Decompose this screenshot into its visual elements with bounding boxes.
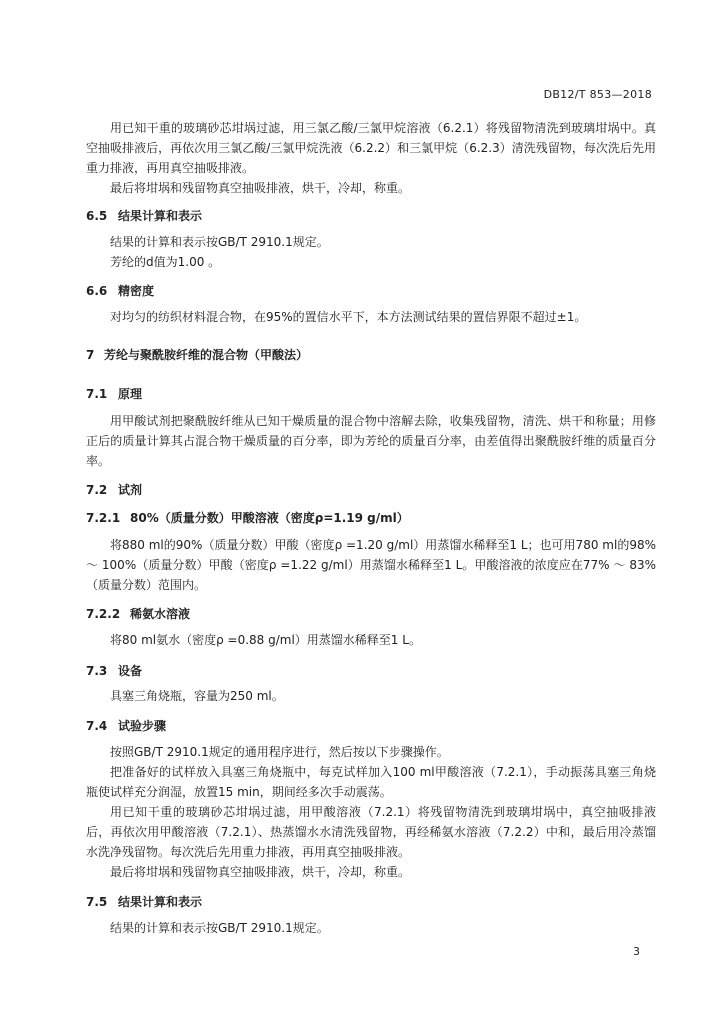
chapter-heading-7 — [86, 346, 308, 363]
paragraph: 芳纶的d值为1.00 。 — [110, 255, 221, 269]
section-number: 7.2.1 — [86, 511, 121, 525]
section-heading-6-6 — [86, 282, 154, 299]
paragraph: 结果的计算和表示按GB/T 2910.1规定。 — [110, 235, 329, 249]
paragraph: 将880 ml的90%（质量分数）甲酸（密度ρ =1.20 g/ml）用蒸馏水稀释至1 L；也可用780 ml的98% ～ 100%（质量分数）甲酸（密度ρ =1.22 g/ml）用蒸馏水稀释至1 L。甲酸溶液的浓度应在77% ～ 83%（质量分数）范围内。 — [86, 538, 656, 592]
section-title: 原理 — [118, 387, 143, 401]
section-heading-7-5 — [86, 893, 202, 910]
section-heading-7-2-2 — [86, 605, 190, 622]
paragraph: 把准备好的试样放入具塞三角烧瓶中，每克试样加入100 ml甲酸溶液（7.2.1），手动振荡具塞三角烧瓶使试样充分润湿，放置15 min，期间经多次手动震荡。 — [86, 765, 656, 799]
chapter-title: 芳纶与聚酰胺纤维的混合物（甲酸法） — [104, 348, 309, 362]
section-6-5-body — [86, 232, 656, 272]
section-heading-7-4 — [86, 717, 166, 734]
section-7-5-body — [86, 918, 656, 938]
section-title: 稀氨水溶液 — [130, 607, 191, 621]
section-title: 80%（质量分数）甲酸溶液（密度ρ=1.19 g/ml） — [130, 511, 409, 525]
section-number: 6.5 — [86, 209, 108, 223]
page-number: 3 — [633, 945, 640, 958]
section-7-3-body — [86, 686, 656, 706]
section-number: 7.3 — [86, 664, 108, 678]
paragraph: 用已知干重的玻璃砂芯坩埚过滤，用甲酸溶液（7.2.1）将残留物清洗到玻璃坩埚中，真空抽吸排液后，再依次用甲酸溶液（7.2.1）、热蒸馏水水清洗残留物，再经稀氨水溶液（7.2.2）中和，最后用冷蒸馏水洗净残留物。每次洗后先用重力排液，再用真空抽吸排液。 — [86, 805, 656, 859]
paragraph: 按照GB/T 2910.1规定的通用程序进行，然后按以下步骤操作。 — [110, 745, 449, 759]
section-number: 7.2.2 — [86, 607, 121, 621]
section-7-2-1-body — [86, 535, 656, 595]
section-7-1-body — [86, 411, 656, 471]
standard-code: DB12/T 853—2018 — [543, 88, 652, 101]
section-title: 试验步骤 — [118, 719, 167, 733]
paragraph: 将80 ml氨水（密度ρ =0.88 g/ml）用蒸馏水稀释至1 L。 — [110, 633, 421, 647]
section-heading-7-1 — [86, 385, 142, 402]
paragraph: 用甲酸试剂把聚酰胺纤维从已知干燥质量的混合物中溶解去除，收集残留物，清洗、烘干和称量；用修正后的质量计算其占混合物干燥质量的百分率，即为芳纶的质量百分率，由差值得出聚酰胺纤维的质量百分率。 — [86, 414, 656, 468]
section-number: 7.5 — [86, 895, 108, 909]
section-6-6-body — [86, 307, 656, 327]
paragraph: 最后将坩埚和残留物真空抽吸排液，烘干，冷却，称重。 — [110, 865, 411, 879]
section-6-4-continuation — [86, 118, 656, 198]
paragraph: 结果的计算和表示按GB/T 2910.1规定。 — [110, 921, 329, 935]
paragraph: 对均匀的纺织材料混合物，在95%的置信水平下，本方法测试结果的置信界限不超过±1。 — [110, 310, 587, 324]
section-7-2-2-body — [86, 630, 656, 650]
paragraph: 最后将坩埚和残留物真空抽吸排液，烘干，冷却，称重。 — [110, 181, 411, 195]
section-title: 精密度 — [118, 284, 155, 298]
section-number: 7.2 — [86, 483, 108, 497]
section-title: 试剂 — [118, 483, 143, 497]
section-7-4-body — [86, 742, 656, 882]
section-title: 设备 — [118, 664, 143, 678]
paragraph: 用已知干重的玻璃砂芯坩埚过滤，用三氯乙酸/三氯甲烷溶液（6.2.1）将残留物清洗到玻璃坩埚中。真空抽吸排液后，再依次用三氯乙酸/三氯甲烷洗液（6.2.2）和三氯甲烷（6.2.3）清洗残留物，每次洗后先用重力排液，再用真空抽吸排液。 — [86, 121, 656, 175]
section-heading-7-2-1 — [86, 509, 409, 526]
section-number: 7.4 — [86, 719, 108, 733]
section-heading-7-3 — [86, 662, 142, 679]
section-title: 结果计算和表示 — [118, 895, 203, 909]
paragraph: 具塞三角烧瓶，容量为250 ml。 — [110, 689, 284, 703]
section-number: 6.6 — [86, 284, 108, 298]
section-heading-7-2 — [86, 481, 142, 498]
section-title: 结果计算和表示 — [118, 209, 203, 223]
section-number: 7.1 — [86, 387, 108, 401]
chapter-number: 7 — [86, 348, 95, 362]
section-heading-6-5 — [86, 207, 202, 224]
